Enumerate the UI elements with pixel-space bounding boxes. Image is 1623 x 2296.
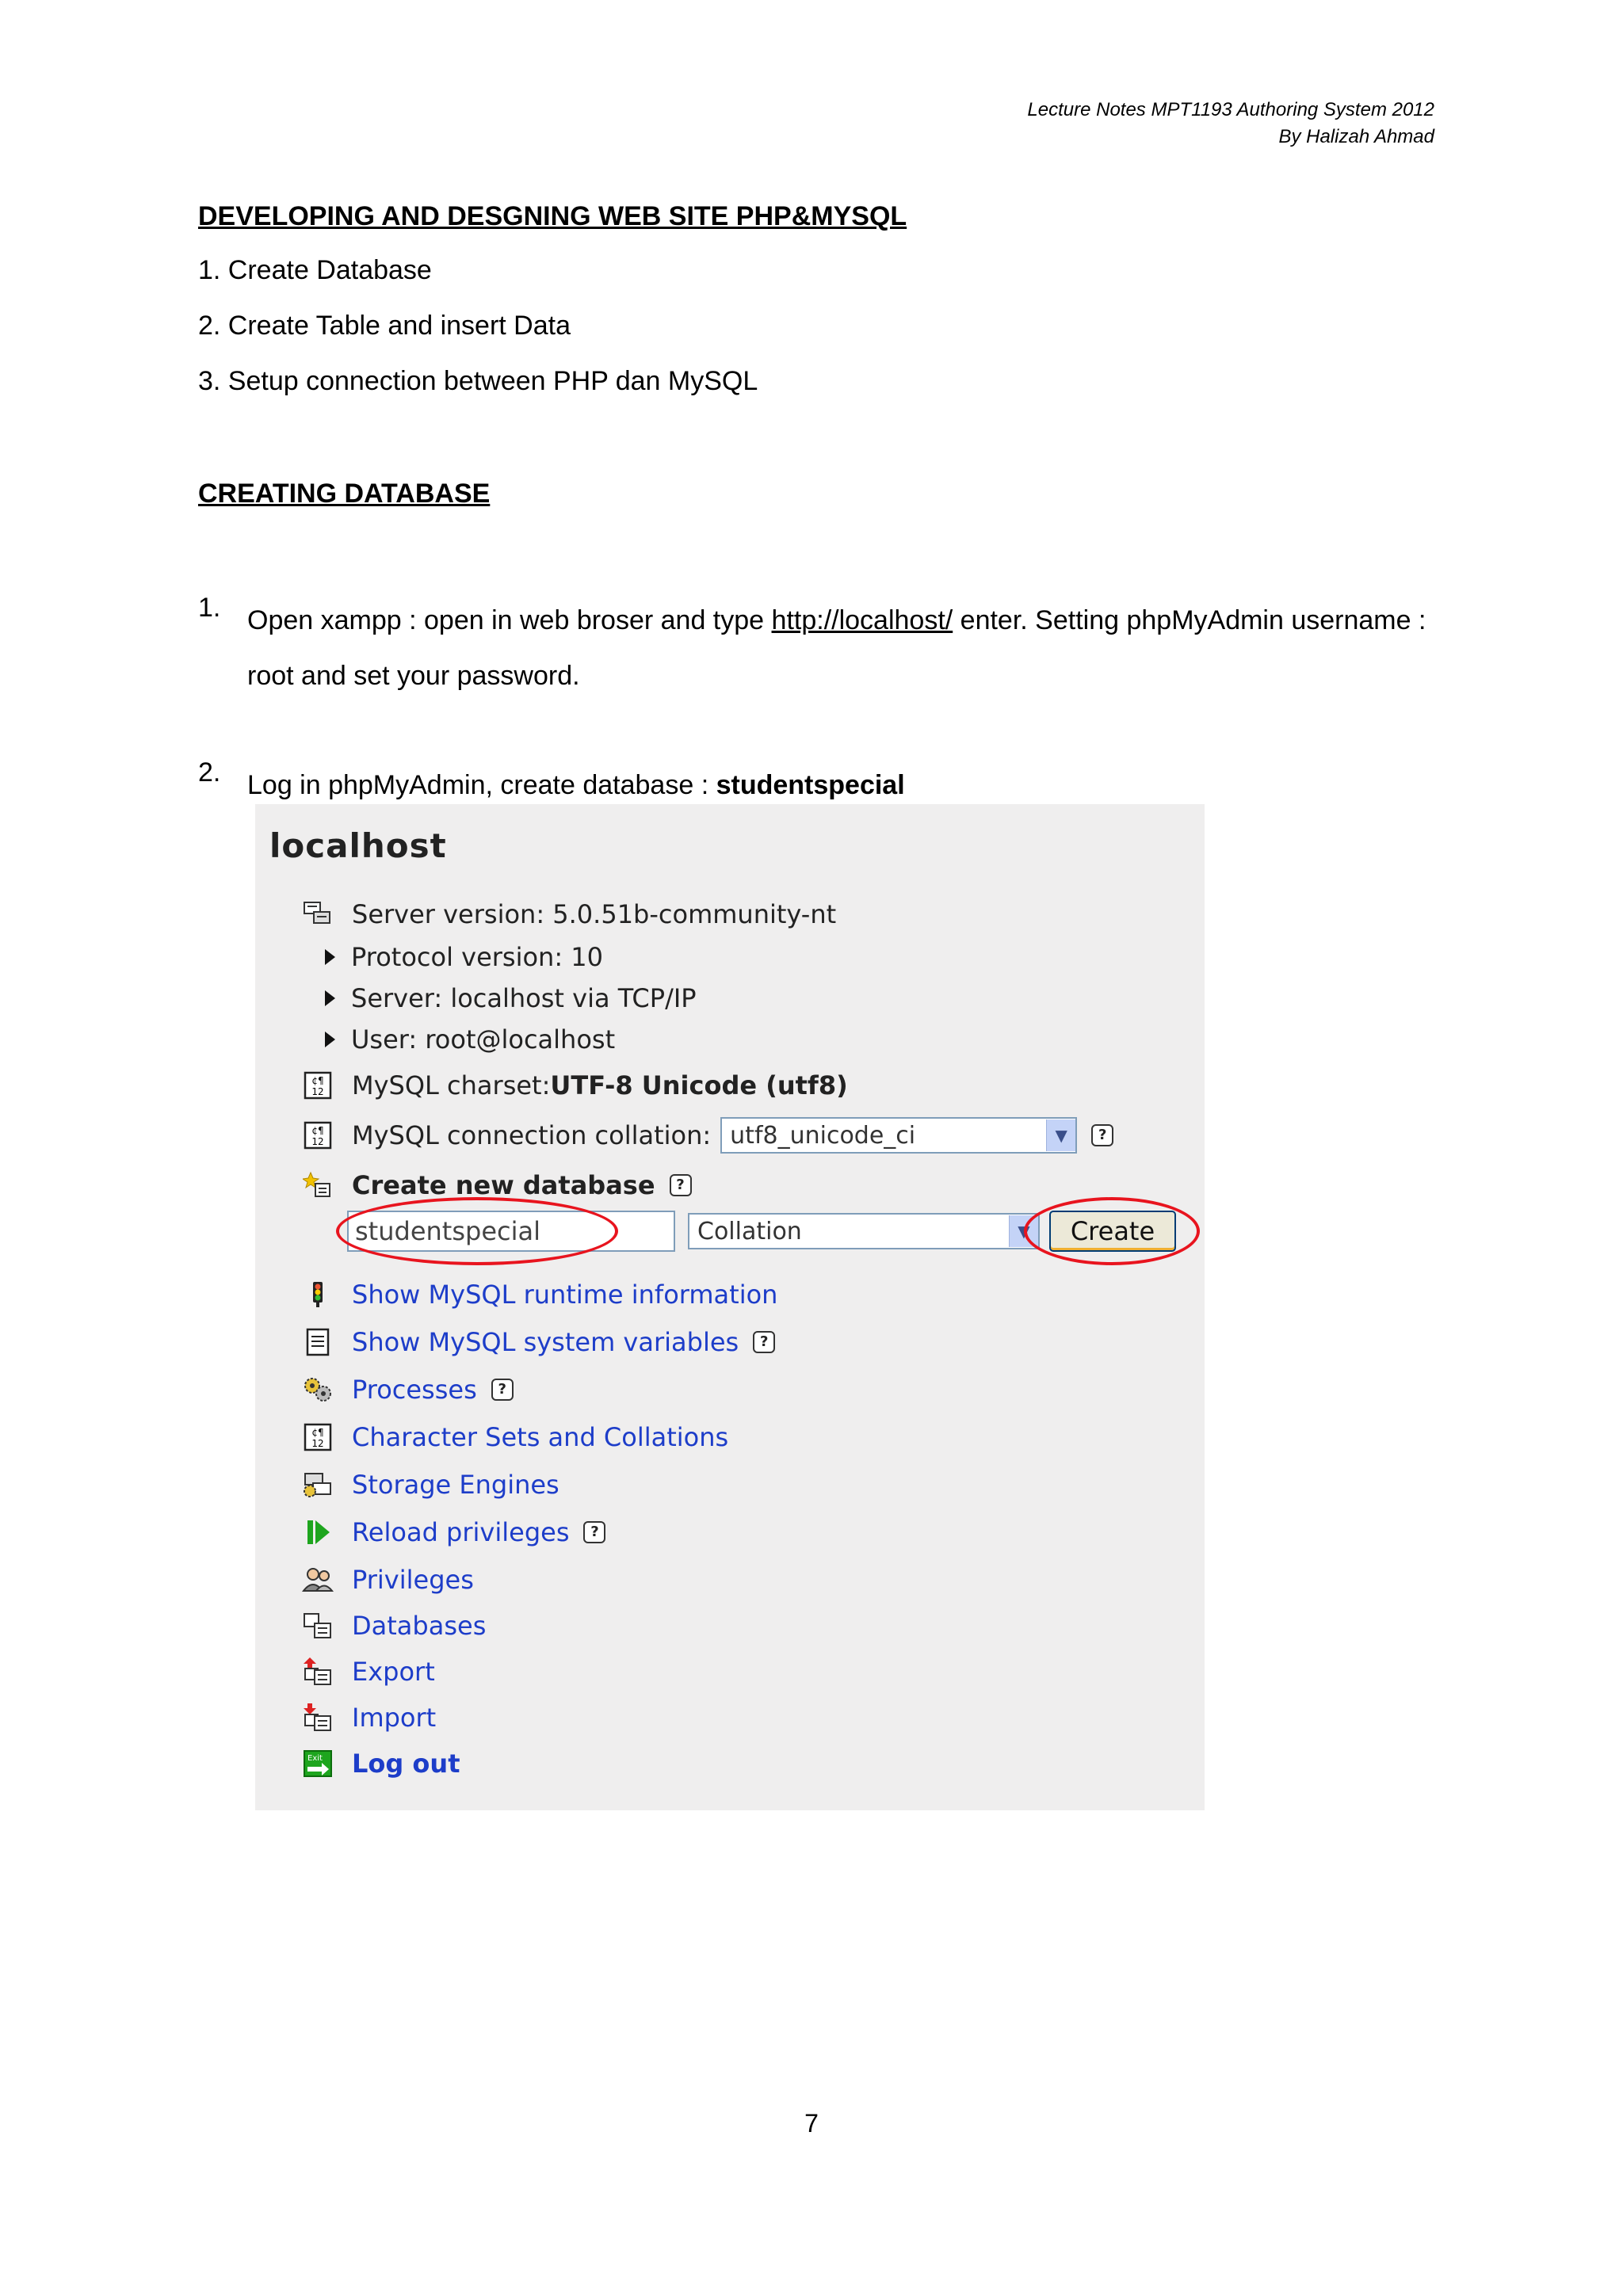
svg-text:12: 12 bbox=[311, 1086, 324, 1097]
svg-text:¢¶: ¢¶ bbox=[311, 1125, 324, 1136]
step-number: 2. bbox=[198, 757, 221, 788]
svg-text:Exit: Exit bbox=[307, 1754, 323, 1763]
bullet-arrow-icon bbox=[325, 990, 335, 1006]
help-icon[interactable]: ? bbox=[1091, 1124, 1113, 1146]
help-icon[interactable]: ? bbox=[670, 1174, 692, 1196]
runtime-icon bbox=[301, 1280, 334, 1309]
svg-text:¢¶: ¢¶ bbox=[311, 1427, 324, 1438]
charset-icon bbox=[301, 1423, 334, 1451]
export-link[interactable]: Export bbox=[352, 1657, 435, 1687]
import-row[interactable] bbox=[301, 1703, 436, 1733]
chevron-down-icon[interactable]: ▼ bbox=[1009, 1215, 1038, 1247]
engines-icon bbox=[301, 1470, 334, 1499]
svg-text:12: 12 bbox=[311, 1136, 324, 1147]
bullet-arrow-icon bbox=[325, 949, 335, 965]
databases-link[interactable]: Databases bbox=[352, 1611, 487, 1641]
doc-title: DEVELOPING AND DESGNING WEB SITE PHP&MYSQL bbox=[198, 201, 907, 231]
list-item: 1. Create Database bbox=[198, 255, 432, 285]
user-row bbox=[325, 1024, 615, 1055]
export-row[interactable] bbox=[301, 1657, 435, 1687]
new-database-icon bbox=[301, 1171, 334, 1199]
page-number: 7 bbox=[804, 2109, 819, 2138]
create-button[interactable]: Create bbox=[1049, 1211, 1176, 1252]
pma-title: localhost bbox=[269, 826, 447, 865]
charset-value: UTF-8 Unicode (utf8) bbox=[550, 1070, 848, 1100]
highlight-circle-button bbox=[1024, 1197, 1200, 1265]
collation-select-value: utf8_unicode_ci bbox=[730, 1121, 916, 1150]
charset-row bbox=[301, 1070, 848, 1100]
steps-list bbox=[198, 593, 1426, 813]
variables-icon bbox=[301, 1328, 334, 1356]
logout-icon bbox=[301, 1749, 334, 1778]
help-icon[interactable]: ? bbox=[753, 1331, 775, 1353]
new-db-collation-select[interactable] bbox=[688, 1213, 1040, 1249]
svg-text:¢¶: ¢¶ bbox=[311, 1075, 324, 1086]
privileges-link[interactable]: Privileges bbox=[352, 1565, 474, 1595]
server-icon bbox=[301, 900, 334, 929]
reload-icon bbox=[301, 1518, 334, 1547]
privileges-icon bbox=[301, 1566, 334, 1594]
engines-row[interactable] bbox=[301, 1470, 559, 1500]
create-db-label: Create new database bbox=[352, 1170, 655, 1200]
chevron-down-icon[interactable]: ▼ bbox=[1046, 1119, 1075, 1151]
server-row bbox=[325, 983, 697, 1013]
step-text-part: Log in phpMyAdmin, create database : bbox=[247, 770, 716, 800]
processes-link[interactable]: Processes bbox=[352, 1375, 477, 1405]
step-text bbox=[247, 593, 1426, 704]
document-body bbox=[198, 196, 1426, 813]
collation-placeholder: Collation bbox=[697, 1217, 802, 1245]
export-icon bbox=[301, 1657, 334, 1686]
create-db-row bbox=[301, 1170, 692, 1200]
reload-row[interactable] bbox=[301, 1517, 605, 1547]
highlight-circle-input bbox=[336, 1197, 618, 1265]
import-link[interactable]: Import bbox=[352, 1703, 437, 1733]
header-course: Lecture Notes MPT1193 Authoring System 2012 bbox=[1027, 99, 1434, 120]
processes-row[interactable] bbox=[301, 1375, 514, 1405]
page-header bbox=[1027, 97, 1434, 151]
databases-row[interactable] bbox=[301, 1611, 486, 1641]
server-version-row bbox=[301, 899, 836, 929]
step-text-part: enter. Setting phpMyAdmin username : root and set your password. bbox=[247, 605, 1426, 691]
step-number: 1. bbox=[198, 593, 221, 623]
charsets-row[interactable] bbox=[301, 1422, 728, 1452]
server-text: Server: localhost via TCP/IP bbox=[351, 983, 697, 1013]
runtime-row[interactable] bbox=[301, 1280, 777, 1310]
svg-text:12: 12 bbox=[311, 1438, 324, 1449]
collation-row bbox=[301, 1117, 1113, 1154]
database-name-input[interactable]: studentspecial bbox=[347, 1211, 675, 1252]
variables-row[interactable] bbox=[301, 1327, 775, 1357]
protocol-text: Protocol version: 10 bbox=[351, 942, 603, 972]
server-version-text: Server version: 5.0.51b-community-nt bbox=[352, 899, 837, 929]
processes-icon bbox=[301, 1375, 334, 1404]
help-icon[interactable]: ? bbox=[491, 1379, 514, 1401]
overview-list bbox=[198, 250, 1426, 417]
import-icon bbox=[301, 1703, 334, 1732]
collation-label: MySQL connection collation: bbox=[352, 1120, 712, 1150]
header-author: By Halizah Ahmad bbox=[1278, 126, 1434, 147]
user-text: User: root@localhost bbox=[351, 1024, 616, 1055]
charset-icon bbox=[301, 1071, 334, 1100]
reload-link[interactable]: Reload privileges bbox=[352, 1517, 570, 1547]
protocol-row bbox=[325, 942, 603, 972]
privileges-row[interactable] bbox=[301, 1565, 474, 1595]
runtime-link[interactable]: Show MySQL runtime information bbox=[352, 1280, 778, 1310]
charset-label: MySQL charset: bbox=[352, 1070, 551, 1100]
localhost-link[interactable]: http://localhost/ bbox=[771, 605, 953, 635]
bullet-arrow-icon bbox=[325, 1032, 335, 1047]
list-item: 2. Create Table and insert Data bbox=[198, 311, 571, 341]
charset-icon bbox=[301, 1121, 334, 1150]
databases-icon bbox=[301, 1611, 334, 1640]
section-title: CREATING DATABASE bbox=[198, 479, 491, 509]
variables-link[interactable]: Show MySQL system variables bbox=[352, 1327, 739, 1357]
help-icon[interactable]: ? bbox=[583, 1521, 605, 1543]
phpmyadmin-screenshot bbox=[255, 804, 1205, 1810]
database-name: studentspecial bbox=[716, 770, 905, 800]
logout-row[interactable] bbox=[301, 1749, 460, 1779]
list-item: 3. Setup connection between PHP dan MySQL bbox=[198, 366, 758, 396]
engines-link[interactable]: Storage Engines bbox=[352, 1470, 559, 1500]
charsets-link[interactable]: Character Sets and Collations bbox=[352, 1422, 729, 1452]
collation-select[interactable] bbox=[720, 1117, 1077, 1154]
step-1 bbox=[198, 593, 1426, 704]
step-text-part: Open xampp : open in web broser and type bbox=[247, 605, 772, 635]
logout-link[interactable]: Log out bbox=[352, 1749, 460, 1779]
